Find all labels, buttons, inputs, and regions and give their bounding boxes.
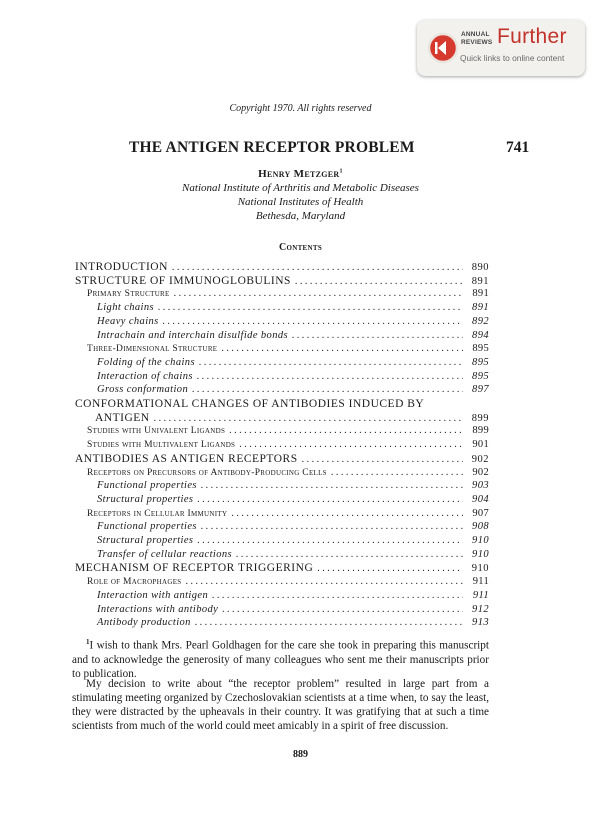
annual-reviews-logo-icon [425,30,461,66]
toc-entry-title: Structural properties [97,535,194,546]
toc-leader-dots [172,262,463,273]
annual-reviews-further-badge[interactable] [417,20,585,76]
page-number: 889 [293,749,308,760]
affiliation-line-1: National Institute of Arthritis and Metabolic Diseases [182,182,419,194]
toc-entry-title: Role of Macrophages [87,577,182,588]
toc-entry [97,617,489,628]
toc-entry [97,549,489,560]
toc-entry-page: 899 [471,412,489,424]
toc-entry [97,521,489,532]
toc-entry-title: ANTIBODIES AS ANTIGEN RECEPTORS [75,452,298,465]
toc-entry [95,412,489,424]
annual-reviews-wordmark [461,31,492,46]
further-subtitle: Quick links to online content [460,53,565,63]
toc-entry [97,384,489,395]
toc-entry-page: 910 [472,548,489,560]
toc-leader-dots [302,454,463,465]
affiliation-line-2: National Institutes of Health [237,196,364,208]
toc-entry-title: Primary Structure [87,289,170,300]
toc-leader-dots [163,316,463,327]
toc-entry [97,480,489,491]
toc-entry [97,590,489,601]
toc-entry-page: 907 [472,507,489,519]
toc-leader-dots [197,371,463,382]
author-name-text: Henry Metzger [258,168,340,180]
toc-entry-page: 897 [472,384,489,396]
toc-entry-page: 902 [472,466,489,478]
footnote-mark: 1 [86,638,90,646]
toc-leader-dots [174,288,463,299]
toc-leader-dots [231,508,463,519]
toc-leader-dots [295,276,463,287]
toc-leader-dots [212,590,463,601]
toc-entry-title: Functional properties [97,521,197,533]
toc-entry-title: Functional properties [97,480,197,492]
toc-entry-page: 895 [472,343,489,355]
further-label: Further [497,25,567,48]
toc-entry-page: 899 [472,425,489,437]
toc-entry [97,494,489,505]
toc-entry-title: Folding of the chains [97,356,195,368]
toc-entry-title: Interactions with antibody [97,603,219,615]
toc-entry-page: 908 [472,521,489,533]
toc-leader-dots [236,549,463,560]
toc-entry [97,604,489,615]
acknowledgement-footnote [72,635,489,681]
toc-leader-dots [222,604,463,615]
toc-entry-title: Light chains [97,302,155,314]
toc-entry-title: Intrachain and interchain disulfide bonds [97,329,288,341]
toc-leader-dots [195,617,463,628]
toc-entry-page: 911 [472,576,489,588]
toc-entry-page: 913 [472,617,489,629]
toc-leader-dots [197,494,463,505]
toc-entry-title: Studies with Univalent Ligands [87,426,226,437]
toc-entry-title: CONFORMATIONAL CHANGES OF ANTIBODIES INDUCED BY [75,398,425,410]
toc-entry [75,261,489,273]
toc-entry-title: Heavy chains [97,315,159,327]
toc-entry [97,330,489,341]
footnote-text: I wish to thank Mrs. Pearl Goldhagen for the care she took in preparing this manuscript and to acknowledge the generosity of many colleagues who sent me their manuscripts prior to publication. [72,639,489,680]
toc-entry [97,302,489,313]
brand-line-1: ANNUAL [461,31,490,38]
toc-entry [87,288,489,299]
toc-entry [75,398,489,410]
toc-entry-title: STRUCTURE OF IMMUNOGLOBULINS [75,274,291,287]
toc-entry-title: Transfer of cellular reactions [97,548,232,560]
toc-entry-title: Receptors in Cellular Immunity [87,508,228,519]
toc-entry-title: Studies with Multivalent Ligands [87,440,236,451]
toc-entry-title: INTRODUCTION [75,261,168,273]
toc-entry-title: ANTIGEN [95,411,150,424]
toc-leader-dots [331,467,463,478]
toc-entry-title: Interaction of chains [97,370,193,382]
toc-entry-title: Antibody production [97,617,191,629]
toc-leader-dots [192,384,463,395]
toc-entry-page: 910 [472,535,489,546]
toc-entry-page: 901 [472,439,489,451]
toc-entry [87,576,489,587]
toc-entry-page: 894 [472,329,489,341]
copyright-line: Copyright 1970. All rights reserved [229,103,372,114]
toc-entry [87,425,489,436]
author-name [0,168,601,180]
body-paragraph: My decision to write about “the receptor problem” resulted in large part from a stimulating meeting organized by Czechoslovakian scientists at a time when, to say the least, they were distracted by the upheavals in their country. It was gratifying that at such a time scientists from much of the world could meet amicably in a spirit of free discussion. [72,678,489,732]
toc-entry-page: 910 [471,563,489,575]
contents-heading: Contents [278,242,323,253]
toc-entry-page: 891 [472,302,489,314]
start-page-number: 741 [506,139,530,156]
toc-leader-dots [158,302,463,313]
toc-entry-page: 904 [472,493,489,505]
toc-entry-page: 911 [472,589,489,601]
brand-line-2: REVIEWS [461,38,493,46]
toc-entry [87,508,489,519]
toc-leader-dots [185,576,463,587]
toc-entry-page: 895 [472,356,489,368]
toc-leader-dots [239,439,463,450]
toc-leader-dots [199,357,463,368]
toc-leader-dots [154,413,463,424]
toc-leader-dots [201,521,463,532]
toc-entry-page: 912 [472,603,489,615]
toc-leader-dots [221,343,463,354]
toc-entry-page: 902 [471,453,489,465]
toc-entry-page: 890 [471,262,489,273]
toc-leader-dots [317,563,463,574]
toc-leader-dots [292,330,463,341]
toc-entry-title: MECHANISM OF RECEPTOR TRIGGERING [75,562,314,575]
toc-leader-dots [197,535,463,546]
toc-entry-page: 892 [472,315,489,327]
toc-entry-title: Receptors on Precursors of Antibody-Producing Cells [87,467,327,478]
toc-entry-page: 891 [472,288,489,300]
toc-entry [97,357,489,368]
toc-entry-page: 891 [471,275,489,287]
toc-entry-title: Structural properties [97,493,194,505]
toc-entry-page: 895 [472,370,489,382]
toc-leader-dots [229,425,463,436]
toc-entry [75,275,489,287]
toc-entry [97,535,489,546]
toc-entry-title: Interaction with antigen [97,589,209,601]
toc-leader-dots [201,480,463,491]
toc-entry [97,371,489,382]
toc-entry-page: 903 [472,480,489,492]
author-footnote-mark: 1 [339,168,343,175]
toc-entry-title: Three-Dimensional Structure [87,344,218,355]
toc-entry [87,439,489,450]
toc-entry [75,562,489,574]
toc-entry [87,343,489,354]
toc-entry-title: Gross conformation [97,384,189,396]
toc-entry [97,316,489,327]
toc-entry [75,453,489,465]
affiliation-line-3: Bethesda, Maryland [255,210,346,222]
toc-entry [87,467,489,478]
article-title: THE ANTIGEN RECEPTOR PROBLEM [129,139,415,156]
